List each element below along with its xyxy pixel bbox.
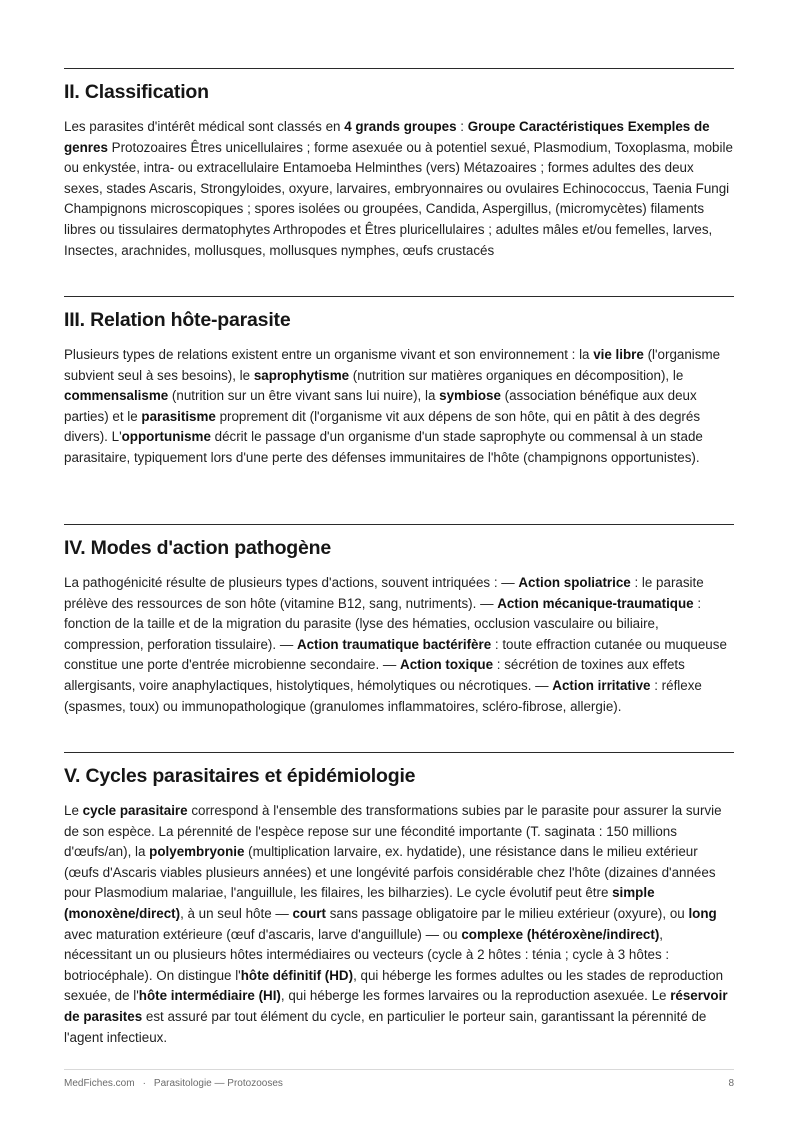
footer-site: MedFiches.com xyxy=(64,1078,135,1089)
section-body xyxy=(64,801,734,1048)
section-title: V. Cycles parasitaires et épidémiologie xyxy=(64,765,416,787)
text-run: : xyxy=(456,119,468,134)
text-run: (l'organisme subvient seul à ses besoins), le xyxy=(64,347,721,383)
bold-term: polyembryonie xyxy=(149,844,245,860)
bold-term: simple (monoxène/direct) xyxy=(64,885,655,921)
text-run: : le parasite prélève des ressources de son hôte (vitamine B12, sang, nutriments). — xyxy=(64,575,704,611)
section-divider xyxy=(64,296,734,297)
text-run: , nécessitant un ou plusieurs hôtes intermédiaires ou vecteurs (cycle à 2 hôtes : ténia ; cycle à 3 hôtes : botriocéphale). On distingue l' xyxy=(64,926,670,983)
bold-term: hôte définitif (HD) xyxy=(240,967,354,983)
section-divider xyxy=(64,68,734,69)
text-run: Les parasites d'intérêt médical sont classés en xyxy=(64,119,345,134)
bold-term: court xyxy=(292,905,326,921)
bold-term: commensalisme xyxy=(64,388,169,404)
section-relation-hote-parasite xyxy=(64,296,734,465)
text-run: sans passage obligatoire par le milieu extérieur (oxyure), ou xyxy=(325,905,689,921)
section-title: IV. Modes d'action pathogène xyxy=(64,537,332,559)
text-run: (association bénéfique aux deux parties) et le xyxy=(64,388,697,424)
section-title: III. Relation hôte-parasite xyxy=(64,309,291,331)
bold-term: vie libre xyxy=(593,347,644,362)
section-body xyxy=(64,573,734,717)
bold-term: Action irritative xyxy=(552,677,651,693)
section-body xyxy=(64,117,734,261)
footer-course: Parasitologie — Protozooses xyxy=(153,1078,283,1089)
text-run: , qui héberge les formes adultes ou les stades de reproduction sexuée, de l' xyxy=(64,967,724,1004)
section-divider xyxy=(64,524,734,525)
text-run: : sécrétion de toxines aux effets allergisants, voire anaphylactiques, histolytiques, hémolytiques ou nécrotiques. — xyxy=(64,657,685,693)
text-run: Protozoaires Êtres unicellulaires ; forme asexuée ou à potentiel sexué, Plasmodium, Toxoplasma, mobile ou enkystée, intra- ou extracellulaire Entamoeba Helminthes (vers) Métazoaires ; formes adultes des deux sexes, stades Ascaris, Strongyloides, oxyure, larvaires, embryonnaires ou ovulaires Echinococcus, Taenia Fungi Champignons microscopiques ; spores isolées ou groupées, Candida, Aspergillus, (micromycètes) filaments libres ou tissulaires dermatophytes Arthropodes et Êtres pluricellulaires ; adultes mâles et/ou femelles, larves, Insectes, arachnides, mollusques, mollusques nymphes, œufs crustacés xyxy=(64,139,733,258)
text-run: : réflexe (spasmes, toux) ou immunopathologique (granulomes inflammatoires, scléro-fibrose, allergie). xyxy=(64,677,702,714)
bold-term: Action mécanique-traumatique xyxy=(497,595,694,611)
section-classification xyxy=(64,68,734,258)
section-title: II. Classification xyxy=(64,81,209,103)
text-run: (multiplication larvaire, ex. hydatide), une résistance dans le milieu extérieur (œufs d'Ascaris viables plusieurs années) et une longévité parfois considérable chez l'hôte (dizaines d'années pour Plasmodium malariae, l'anguillule, les filaires, les bilharzies). Le cycle évolutif peut être xyxy=(64,844,716,901)
text-run: , à un seul hôte — xyxy=(180,905,293,921)
footer-left xyxy=(64,1078,283,1089)
footer-separator: · xyxy=(142,1078,146,1089)
text-run: : toute effraction cutanée ou muqueuse constitue une porte d'entrée microbienne secondaire. — xyxy=(64,636,727,673)
section-divider xyxy=(64,752,734,753)
text-run: correspond à l'ensemble des transformations subies par le parasite pour assurer la survie de son espèce. La pérennité de l'espèce repose sur une fécondité importante (T. saginata : 150 millions d'œufs/an), la xyxy=(64,803,722,860)
text-run: Le xyxy=(64,803,83,818)
bold-term: réservoir de parasites xyxy=(64,988,728,1024)
bold-term: 4 grands groupes xyxy=(344,119,457,134)
bold-term: hôte intermédiaire (HI) xyxy=(138,988,281,1004)
text-run: (nutrition sur matières organiques en décomposition), le xyxy=(349,367,684,383)
bold-term: opportunisme xyxy=(121,429,211,445)
bold-term: Groupe Caractéristiques Exemples de genres xyxy=(64,119,710,155)
section-body xyxy=(64,345,734,469)
page-number: 8 xyxy=(728,1078,734,1089)
page-footer xyxy=(64,1069,734,1089)
text-run: : fonction de la taille et de la migration du parasite (lyse des hématies, occlusion vasculaire ou biliaire, compression, perforation tissulaire). — xyxy=(64,595,702,652)
section-modes-action xyxy=(64,524,734,714)
bold-term: Action traumatique bactérifère xyxy=(296,636,492,652)
bold-term: complexe (hétéroxène/indirect) xyxy=(461,926,660,942)
section-cycles xyxy=(64,752,734,1045)
bold-term: parasitisme xyxy=(141,408,216,424)
bold-term: cycle parasitaire xyxy=(82,803,188,818)
bold-term: saprophytisme xyxy=(253,367,350,383)
text-run: , qui héberge les formes larvaires ou la reproduction asexuée. Le xyxy=(280,988,671,1004)
text-run: est assuré par tout élément du cycle, en particulier le porteur sain, garantissant la pérennité de l'agent infectieux. xyxy=(64,1008,707,1045)
text-run: La pathogénicité résulte de plusieurs types d'actions, souvent intriquées : — xyxy=(64,575,519,590)
bold-term: long xyxy=(688,905,717,921)
text-run: proprement dit (l'organisme vit aux dépens de son hôte, qui en pâtit à des degrés divers). L' xyxy=(64,408,701,445)
text-run: avec maturation extérieure (œuf d'ascaris, larve d'anguillule) — ou xyxy=(64,926,462,942)
bold-term: symbiose xyxy=(439,388,501,404)
bold-term: Action spoliatrice xyxy=(518,575,631,590)
text-run: Plusieurs types de relations existent entre un organisme vivant et son environnement : la xyxy=(64,347,594,362)
bold-term: Action toxique xyxy=(400,657,494,673)
text-run: décrit le passage d'un organisme d'un stade saprophyte ou commensal à un stade parasitaire, typiquement lors d'une perte des défenses immunitaires de l'hôte (champignons opportunistes). xyxy=(64,429,703,465)
text-run: (nutrition sur un être vivant sans lui nuire), la xyxy=(168,388,440,404)
